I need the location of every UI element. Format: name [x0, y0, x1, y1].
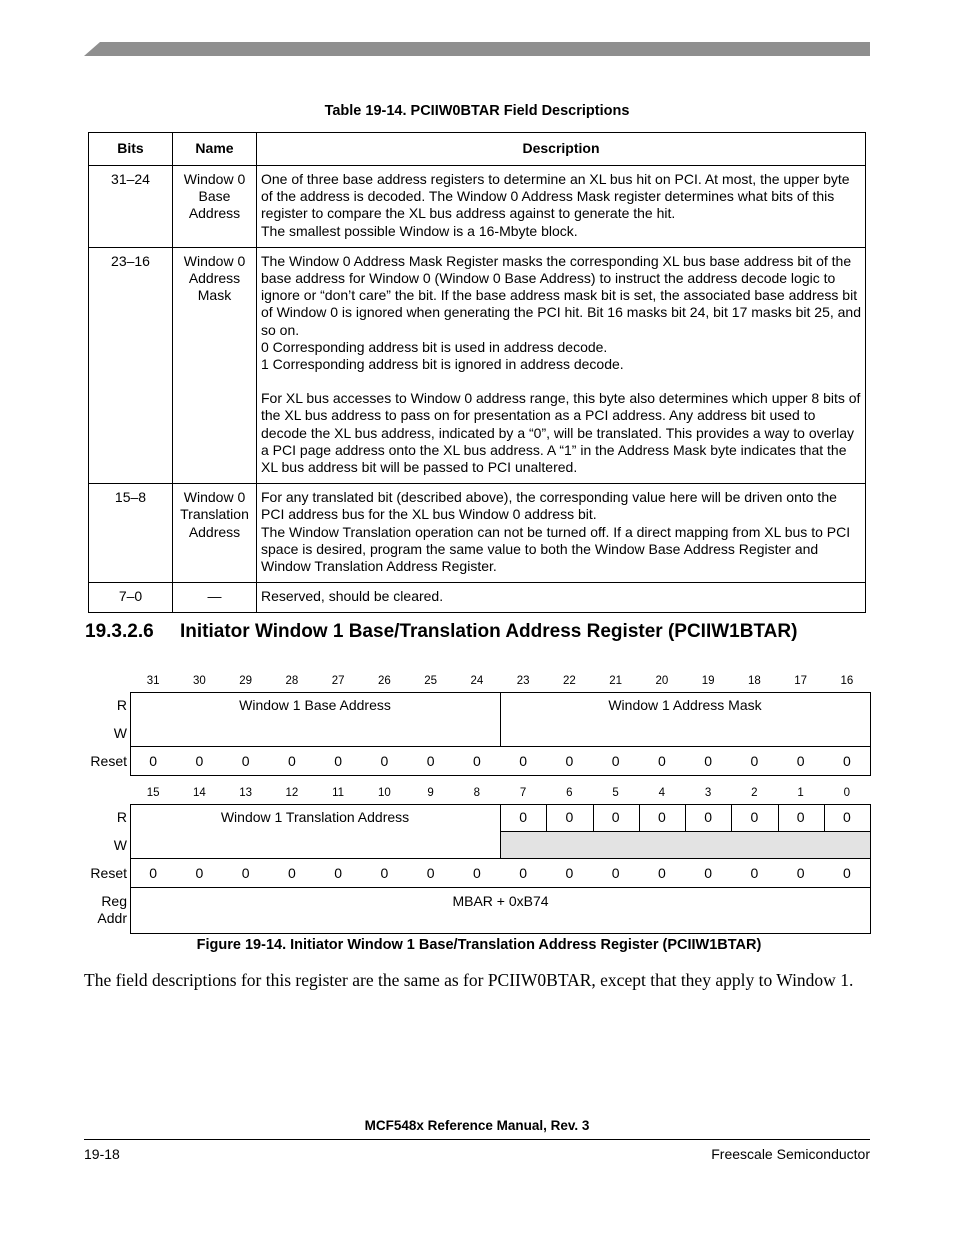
field-label: Window 1 Base Address	[239, 697, 391, 713]
reset-value: 0	[565, 753, 574, 769]
name-line: Address	[188, 523, 241, 540]
reset-value: 0	[149, 865, 158, 881]
bit-divider	[639, 804, 640, 831]
bit-number: 13	[239, 787, 253, 799]
bit-number: 4	[658, 787, 666, 799]
reset-value: 0	[842, 753, 851, 769]
field-label: Window 1 Translation Address	[220, 809, 410, 825]
reset-value: 0	[796, 753, 805, 769]
reset-value: 0	[796, 865, 805, 881]
bit-number: 11	[332, 787, 345, 799]
row-label-r: R	[116, 809, 127, 825]
section-heading	[85, 621, 797, 643]
figure-caption: Figure 19-14. Initiator Window 1 Base/Translation Address Register (PCIIW1BTAR)	[196, 937, 762, 953]
reset-value: 0	[750, 865, 759, 881]
row-name	[173, 583, 257, 613]
bit-number: 31	[146, 675, 160, 687]
header-banner	[84, 42, 870, 56]
bit-number: 17	[794, 675, 808, 687]
header-bits: Bits	[89, 133, 173, 166]
table-row	[89, 166, 866, 248]
bit-number: 1	[797, 787, 804, 799]
bit-divider	[731, 804, 732, 831]
reserved-read-value: 0	[796, 809, 805, 825]
reset-value: 0	[426, 753, 435, 769]
section-number: 19.3.2.6	[85, 621, 154, 642]
row-description	[257, 583, 866, 613]
row-label-reg: Reg	[101, 893, 127, 909]
bit-divider	[685, 804, 686, 831]
reset-value: 0	[750, 753, 759, 769]
reserved-read-value: 0	[611, 809, 620, 825]
row-bits: 7–0	[89, 583, 173, 613]
bit-number: 16	[840, 675, 854, 687]
reset-value: 0	[657, 865, 666, 881]
bit-number: 7	[519, 787, 527, 799]
table-caption: Table 19-14. PCIIW0BTAR Field Descriptions	[324, 103, 630, 119]
row-description	[257, 166, 866, 248]
desc-paragraph: The smallest possible Window is a 16-Mbyte block.	[261, 222, 578, 239]
reset-value: 0	[195, 865, 204, 881]
desc-paragraph: For XL bus accesses to Window 0 address range, this byte also determines which upper 8 bits of the XL bus address to pass on for presentation as a PCI address. Any address bit used to decode the XL bus address, indicated by a “0”, will be translated. This provides a way to overlay a PCI page address onto the XL bus address. A “1” in the Address Mask byte indicates that the XL bus address bit will be passed to PCI unaltered.	[261, 390, 861, 476]
reset-value: 0	[565, 865, 574, 881]
reset-value: 0	[287, 753, 296, 769]
page-number: 19-18	[84, 1146, 120, 1162]
bit-number: 24	[470, 675, 484, 687]
footer-rule	[84, 1139, 870, 1140]
row-label-reset: Reset	[90, 865, 127, 881]
reset-value: 0	[380, 753, 389, 769]
bit-number: 15	[146, 787, 160, 799]
bit-number: 21	[609, 675, 623, 687]
row-label-w: W	[113, 837, 127, 853]
reserved-read-value: 0	[750, 809, 759, 825]
row-label-addr: Addr	[97, 910, 127, 926]
bit-number: 28	[285, 675, 299, 687]
name-line: —	[207, 588, 222, 605]
name-line: Base	[198, 188, 231, 205]
bit-number: 2	[751, 787, 758, 799]
header-name: Name	[173, 133, 257, 166]
name-line: Translation	[180, 506, 249, 523]
reserved-read-value: 0	[842, 809, 851, 825]
bit-number: 5	[612, 787, 619, 799]
reset-value: 0	[611, 865, 620, 881]
bit-number: 18	[747, 675, 761, 687]
reset-value: 0	[334, 753, 343, 769]
reset-value: 0	[334, 865, 343, 881]
bit-divider	[778, 804, 779, 831]
reserved-read-value: 0	[657, 809, 666, 825]
desc-paragraph: 0 Corresponding address bit is used in address decode.	[261, 338, 608, 355]
reserved-read-value: 0	[519, 809, 528, 825]
desc-paragraph: 1 Corresponding address bit is ignored in address decode.	[261, 356, 624, 373]
bit-number: 23	[516, 675, 530, 687]
bit-number: 26	[377, 675, 391, 687]
row-description	[257, 247, 866, 483]
desc-paragraph: The Window Translation operation can not be turned off. If a direct mapping from XL bus to PCI space is desired, program the same value to both the Window Base Address Register and Window Translation Address Register.	[261, 523, 851, 575]
reserved-read-value: 0	[565, 809, 574, 825]
reset-value: 0	[611, 753, 620, 769]
desc-paragraph: One of three base address registers to determine an XL bus hit on PCI. At most, the upper byte of the address is decoded. The Window 0 Address Mask register determines what bits of this register to compare the XL bus address against to generate the hit.	[261, 171, 850, 222]
row-label-reset: Reset	[90, 753, 127, 769]
bit-number: 27	[331, 675, 345, 687]
bit-number: 22	[562, 675, 576, 687]
row-bits: 31–24	[89, 166, 173, 248]
row-description	[257, 484, 866, 583]
bit-number: 29	[239, 675, 253, 687]
bit-number: 12	[285, 787, 299, 799]
register-address: MBAR + 0xB74	[452, 893, 549, 909]
row-name	[173, 166, 257, 248]
row-label-w: W	[113, 725, 127, 741]
desc-spacer	[261, 373, 861, 390]
row-label-r: R	[116, 697, 127, 713]
bit-number: 8	[473, 787, 481, 799]
field-description-table	[88, 132, 866, 613]
reset-value: 0	[519, 753, 528, 769]
reset-value: 0	[472, 865, 481, 881]
body-paragraph: The field descriptions for this register are the same as for PCIIW0BTAR, except that they apply to Window 1.	[84, 970, 854, 990]
row-name	[173, 484, 257, 583]
field-label: Window 1 Address Mask	[608, 697, 762, 713]
reset-value: 0	[519, 865, 528, 881]
name-line: Window 0	[183, 252, 246, 269]
reset-value: 0	[287, 865, 296, 881]
bit-number: 3	[704, 787, 712, 799]
bit-divider	[546, 804, 547, 831]
bit-number: 25	[424, 675, 438, 687]
footer-company: Freescale Semiconductor	[711, 1146, 870, 1162]
reset-value: 0	[380, 865, 389, 881]
bit-divider	[593, 804, 594, 831]
desc-paragraph: The Window 0 Address Mask Register masks the corresponding XL bus base address bit of the base address for Window 0 (Window 0 Base Address) to instruct the address decode logic to ignore or “don’t care” the bit. If the base address mask bit is set, the associated base address bit of Window 0 is ignored when generating the PCI hit. Bit 16 masks bit 24, bit 17 masks bit 25, and so on.	[261, 252, 861, 338]
reset-value: 0	[195, 753, 204, 769]
reset-value: 0	[704, 865, 713, 881]
table-header-row	[89, 133, 866, 166]
section-title: Initiator Window 1 Base/Translation Address Register (PCIIW1BTAR)	[180, 621, 798, 642]
bit-number: 10	[377, 787, 391, 799]
name-line: Address	[188, 205, 241, 222]
reset-value: 0	[657, 753, 666, 769]
reset-value: 0	[149, 753, 158, 769]
desc-paragraph: For any translated bit (described above), the corresponding value here will be driven onto the PCI address bus for the XL bus Window 0 address bit.	[261, 489, 837, 523]
reset-value: 0	[472, 753, 481, 769]
table-row	[89, 247, 866, 483]
name-line: Address	[188, 270, 241, 287]
row-bits: 23–16	[89, 247, 173, 483]
reset-value: 0	[842, 865, 851, 881]
reset-value: 0	[704, 753, 713, 769]
bit-number: 9	[427, 787, 434, 799]
header-description: Description	[257, 133, 866, 166]
bit-number: 6	[566, 787, 573, 799]
reset-value: 0	[241, 865, 250, 881]
bit-number: 30	[192, 675, 206, 687]
row-bits: 15–8	[89, 484, 173, 583]
name-line: Mask	[197, 287, 232, 304]
name-line: Window 0	[183, 489, 246, 506]
name-line: Window 0	[183, 171, 246, 187]
bit-number: 20	[655, 675, 669, 687]
row-name	[173, 247, 257, 483]
desc-paragraph: Reserved, should be cleared.	[261, 588, 444, 605]
reset-value: 0	[426, 865, 435, 881]
reserved-read-value: 0	[704, 809, 713, 825]
reserved-divider	[500, 831, 870, 832]
bit-number: 0	[843, 787, 851, 799]
bit-number: 14	[192, 787, 206, 799]
table-row	[89, 484, 866, 583]
bit-number: 19	[701, 675, 715, 687]
table-row	[89, 583, 866, 613]
bit-divider	[824, 804, 825, 831]
reset-value: 0	[241, 753, 250, 769]
footer-title: MCF548x Reference Manual, Rev. 3	[364, 1118, 590, 1133]
